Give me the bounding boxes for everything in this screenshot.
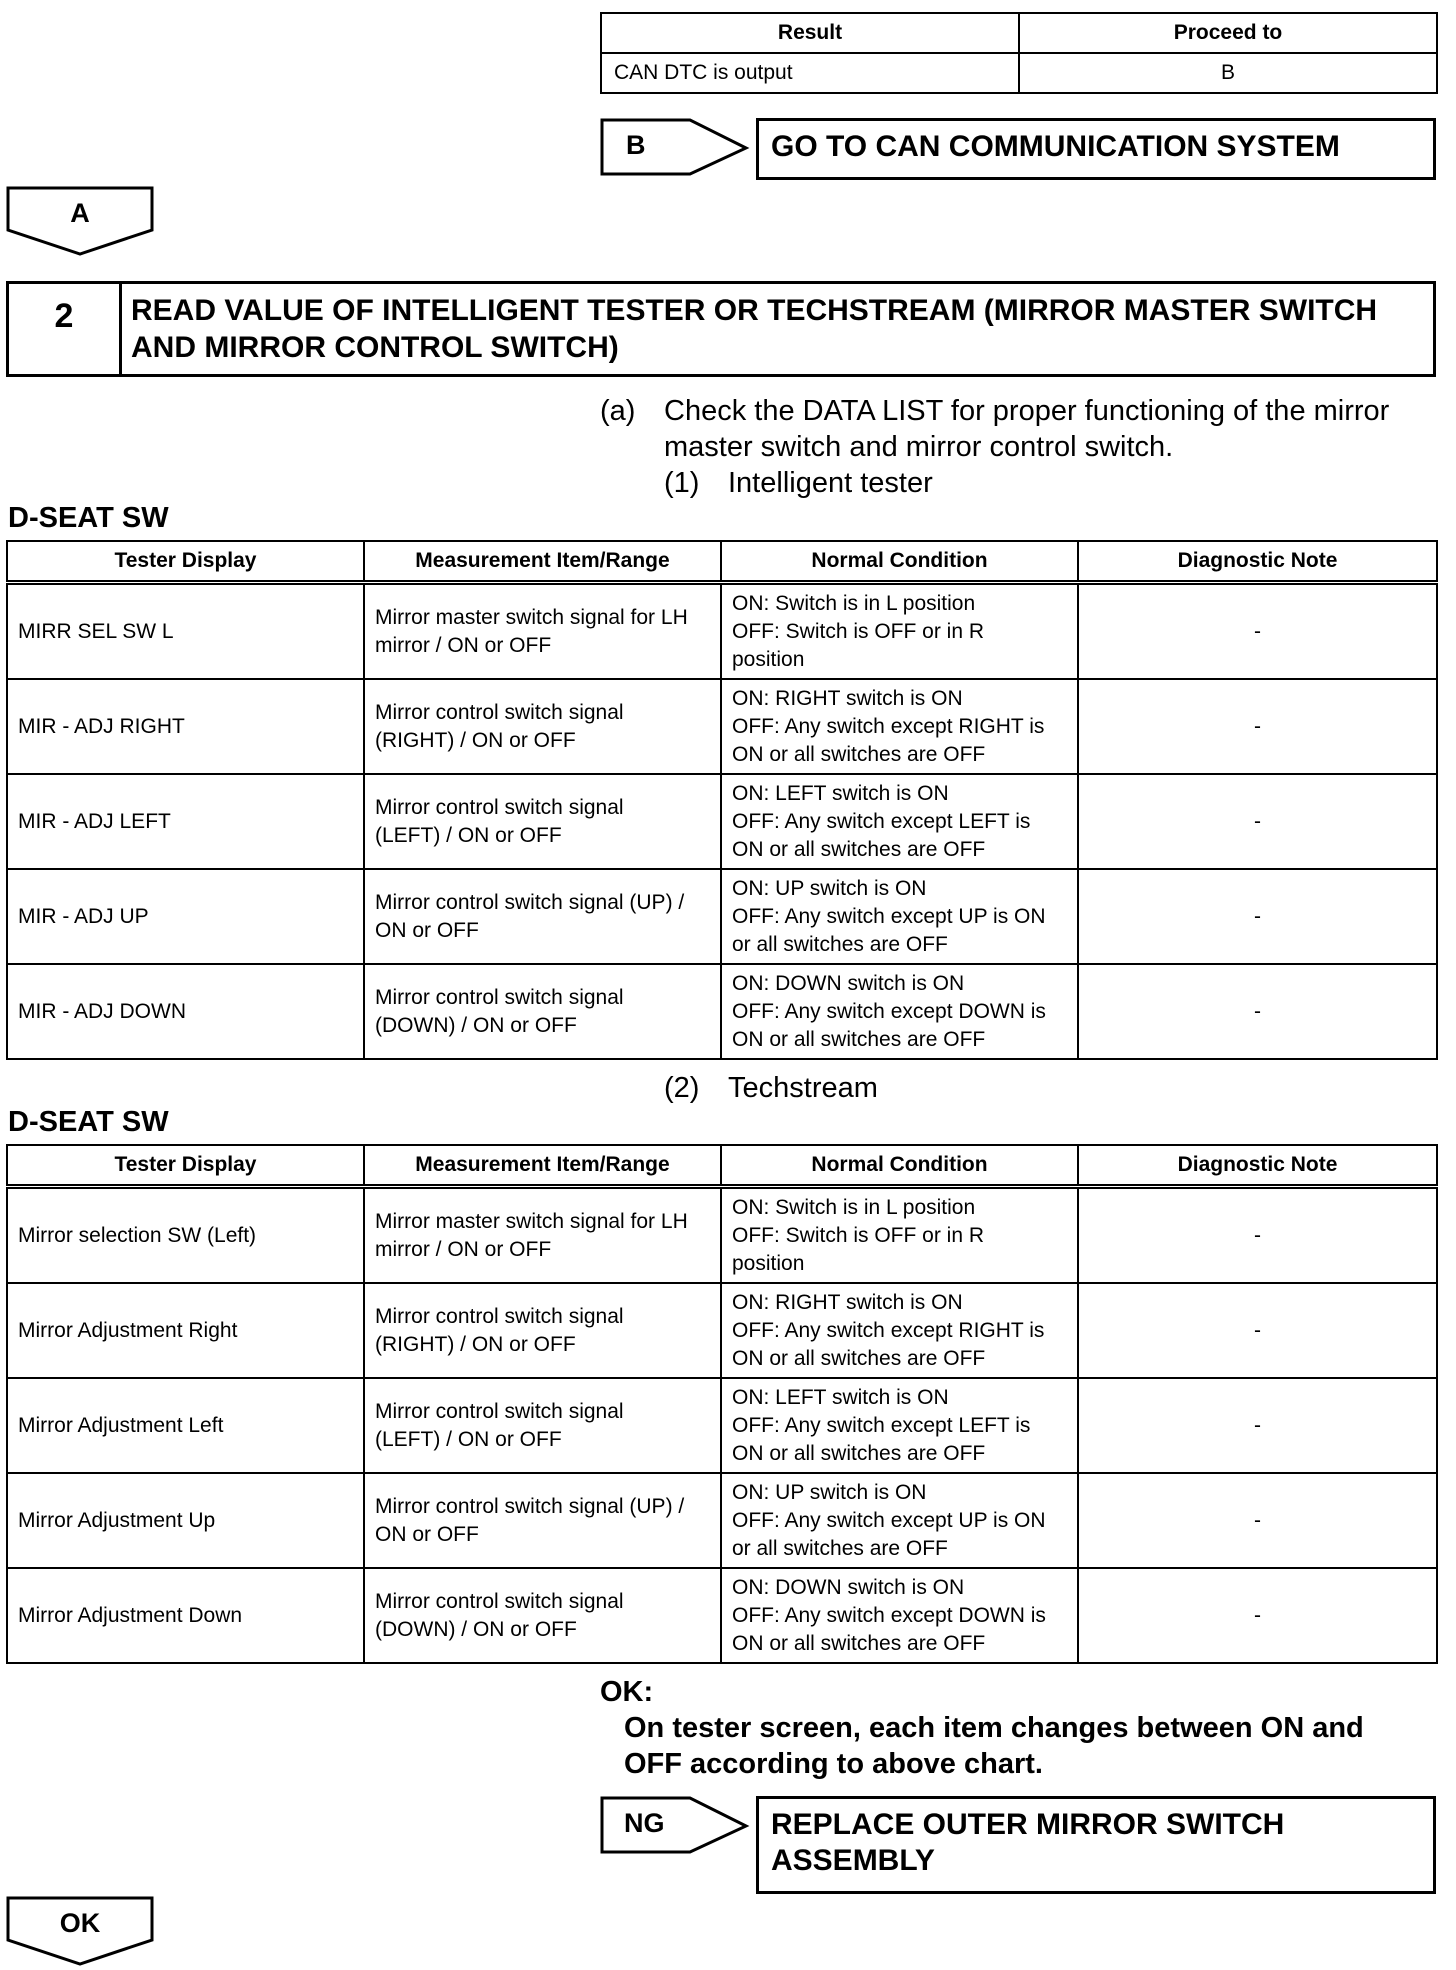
branch-a-tag[interactable]	[6, 186, 156, 258]
measurement-item-line: mirror / ON or OFF	[375, 633, 552, 657]
branch-a-label: A	[70, 198, 90, 228]
normal-condition-line: ON: UP switch is ON	[732, 1480, 927, 1504]
diagnostic-note-cell: -	[1078, 1283, 1437, 1378]
measurement-item-line: Mirror control switch signal	[375, 795, 624, 819]
right-arrow-tag-icon	[600, 118, 750, 178]
measurement-item-line: (DOWN) / ON or OFF	[375, 1617, 577, 1641]
measurement-item-cell	[364, 1187, 721, 1284]
sub1-text: Intelligent tester	[728, 467, 933, 499]
proceed-header-cell: Proceed to	[1019, 13, 1437, 53]
normal-condition-line: ON: Switch is in L position	[732, 591, 976, 615]
tester-display-cell: Mirror Adjustment Right	[7, 1283, 364, 1378]
sub2-marker: (2)	[664, 1072, 700, 1104]
normal-condition-line: OFF: Any switch except LEFT is	[732, 809, 1031, 833]
measurement-item-line: Mirror control switch signal	[375, 985, 624, 1009]
normal-condition-line: ON: UP switch is ON	[732, 876, 927, 900]
normal-condition-line: ON: LEFT switch is ON	[732, 781, 949, 805]
step-title	[131, 292, 1421, 366]
right-arrow-tag-icon	[600, 1796, 750, 1856]
normal-condition-line: OFF: Any switch except DOWN is	[732, 1603, 1046, 1627]
measurement-item-line: Mirror control switch signal (UP) /	[375, 1494, 685, 1518]
normal-condition-cell	[721, 583, 1078, 680]
instruction-line: master switch and mirror control switch.	[664, 431, 1174, 463]
tester-display-cell: Mirror Adjustment Up	[7, 1473, 364, 1568]
normal-condition-line: ON or all switches are OFF	[732, 1346, 986, 1370]
diagnostic-note-cell: -	[1078, 1187, 1437, 1284]
diagnostic-note-cell: -	[1078, 679, 1437, 774]
instruction-line: Check the DATA LIST for proper functioning of the mirror	[664, 395, 1390, 427]
ok-criteria-line: On tester screen, each item changes between ON and	[624, 1712, 1364, 1744]
measurement-item-cell	[364, 1473, 721, 1568]
normal-condition-line: OFF: Any switch except UP is ON	[732, 1508, 1046, 1532]
measurement-item-line: (DOWN) / ON or OFF	[375, 1013, 577, 1037]
measurement-item-line: Mirror control switch signal	[375, 1589, 624, 1613]
normal-condition-cell	[721, 964, 1078, 1059]
diagnostic-note-cell: -	[1078, 1568, 1437, 1663]
header-diagnostic-note: Diagnostic Note	[1078, 541, 1437, 583]
normal-condition-line: ON or all switches are OFF	[732, 837, 986, 861]
measurement-item-cell	[364, 1283, 721, 1378]
measurement-item-cell	[364, 1378, 721, 1473]
measurement-item-cell	[364, 774, 721, 869]
measurement-item-cell	[364, 964, 721, 1059]
normal-condition-cell	[721, 679, 1078, 774]
header-normal-condition: Normal Condition	[721, 541, 1078, 583]
normal-condition-line: ON or all switches are OFF	[732, 1441, 986, 1465]
normal-condition-line: ON: DOWN switch is ON	[732, 1575, 965, 1599]
step-title-line: AND MIRROR CONTROL SWITCH)	[131, 331, 619, 364]
branch-b-label: B	[626, 130, 646, 160]
tester-display-cell: MIR - ADJ UP	[7, 869, 364, 964]
ok-criteria-line: OFF according to above chart.	[624, 1748, 1043, 1780]
normal-condition-line: ON: DOWN switch is ON	[732, 971, 965, 995]
branch-ok-label: OK	[59, 1908, 101, 1938]
result-table	[600, 12, 1438, 94]
header-measurement-item: Measurement Item/Range	[364, 1145, 721, 1187]
measurement-item-cell	[364, 1568, 721, 1663]
normal-condition-line: OFF: Switch is OFF or in R	[732, 1223, 985, 1247]
instruction-text	[664, 393, 1389, 465]
normal-condition-cell	[721, 774, 1078, 869]
measurement-item-line: ON or OFF	[375, 918, 479, 942]
replace-switch-line: REPLACE OUTER MIRROR SWITCH	[771, 1808, 1285, 1841]
diagnostic-note-cell: -	[1078, 774, 1437, 869]
branch-ng-label: NG	[624, 1808, 665, 1838]
table1-label: D-SEAT SW	[8, 502, 169, 534]
ok-criteria	[624, 1710, 1364, 1782]
step-header	[6, 281, 1436, 377]
replace-switch-box	[756, 1796, 1436, 1894]
table-header-row	[7, 541, 1437, 583]
header-normal-condition: Normal Condition	[721, 1145, 1078, 1187]
proceed-cell: B	[1019, 53, 1437, 93]
result-header-cell: Result	[601, 13, 1019, 53]
intelligent-tester-table	[6, 540, 1438, 1060]
normal-condition-cell	[721, 1473, 1078, 1568]
techstream-table	[6, 1144, 1438, 1664]
sub2-text: Techstream	[728, 1072, 878, 1104]
instruction-marker: (a)	[600, 395, 636, 427]
normal-condition-line: OFF: Switch is OFF or in R	[732, 619, 985, 643]
table-row	[7, 583, 1437, 680]
normal-condition-line: OFF: Any switch except DOWN is	[732, 999, 1046, 1023]
diagnostic-note-cell: -	[1078, 583, 1437, 680]
tester-display-cell: MIRR SEL SW L	[7, 583, 364, 680]
go-to-can-text: GO TO CAN COMMUNICATION SYSTEM	[771, 130, 1340, 163]
diagnostic-note-cell: -	[1078, 1378, 1437, 1473]
branch-b-tag[interactable]	[600, 118, 750, 178]
header-tester-display: Tester Display	[7, 1145, 364, 1187]
header-tester-display: Tester Display	[7, 541, 364, 583]
measurement-item-line: (RIGHT) / ON or OFF	[375, 728, 576, 752]
table-row	[7, 964, 1437, 1059]
measurement-item-line: mirror / ON or OFF	[375, 1237, 552, 1261]
normal-condition-cell	[721, 1187, 1078, 1284]
measurement-item-cell	[364, 679, 721, 774]
normal-condition-line: ON or all switches are OFF	[732, 1631, 986, 1655]
normal-condition-line: ON or all switches are OFF	[732, 742, 986, 766]
normal-condition-line: OFF: Any switch except RIGHT is	[732, 714, 1045, 738]
table-row	[7, 869, 1437, 964]
normal-condition-line: OFF: Any switch except LEFT is	[732, 1413, 1031, 1437]
measurement-item-line: Mirror control switch signal	[375, 700, 624, 724]
diagnostic-note-cell: -	[1078, 964, 1437, 1059]
measurement-item-line: Mirror control switch signal	[375, 1304, 624, 1328]
table-row	[7, 1568, 1437, 1663]
result-table-header	[601, 13, 1437, 53]
normal-condition-line: ON: RIGHT switch is ON	[732, 1290, 963, 1314]
normal-condition-line: ON or all switches are OFF	[732, 1027, 986, 1051]
tester-display-cell: Mirror selection SW (Left)	[7, 1187, 364, 1284]
ok-label: OK:	[600, 1676, 654, 1708]
result-cell: CAN DTC is output	[601, 53, 1019, 93]
header-measurement-item: Measurement Item/Range	[364, 541, 721, 583]
header-diagnostic-note: Diagnostic Note	[1078, 1145, 1437, 1187]
normal-condition-cell	[721, 1568, 1078, 1663]
measurement-item-line: Mirror control switch signal	[375, 1399, 624, 1423]
branch-ng-tag[interactable]	[600, 1796, 750, 1856]
table-row	[7, 774, 1437, 869]
table-row	[7, 1187, 1437, 1284]
normal-condition-line: position	[732, 647, 805, 671]
normal-condition-line: ON: RIGHT switch is ON	[732, 686, 963, 710]
tester-display-cell: MIR - ADJ DOWN	[7, 964, 364, 1059]
table-header-row	[7, 1145, 1437, 1187]
measurement-item-line: ON or OFF	[375, 1522, 479, 1546]
normal-condition-line: ON: LEFT switch is ON	[732, 1385, 949, 1409]
step-number: 2	[9, 284, 122, 374]
tester-display-cell: MIR - ADJ LEFT	[7, 774, 364, 869]
sub1-marker: (1)	[664, 467, 700, 499]
normal-condition-line: or all switches are OFF	[732, 932, 948, 956]
normal-condition-line: or all switches are OFF	[732, 1536, 948, 1560]
branch-ok-tag[interactable]	[6, 1896, 156, 1968]
measurement-item-line: (LEFT) / ON or OFF	[375, 823, 562, 847]
table-row	[7, 679, 1437, 774]
result-table-row	[601, 53, 1437, 93]
table-row	[7, 1378, 1437, 1473]
normal-condition-cell	[721, 869, 1078, 964]
tester-display-cell: Mirror Adjustment Down	[7, 1568, 364, 1663]
measurement-item-cell	[364, 869, 721, 964]
measurement-item-cell	[364, 583, 721, 680]
normal-condition-line: OFF: Any switch except UP is ON	[732, 904, 1046, 928]
normal-condition-line: OFF: Any switch except RIGHT is	[732, 1318, 1045, 1342]
measurement-item-line: (LEFT) / ON or OFF	[375, 1427, 562, 1451]
table-row	[7, 1473, 1437, 1568]
tester-display-cell: Mirror Adjustment Left	[7, 1378, 364, 1473]
measurement-item-line: (RIGHT) / ON or OFF	[375, 1332, 576, 1356]
normal-condition-cell	[721, 1283, 1078, 1378]
diagnostic-note-cell: -	[1078, 1473, 1437, 1568]
measurement-item-line: Mirror master switch signal for LH	[375, 605, 688, 629]
normal-condition-line: position	[732, 1251, 805, 1275]
step-title-line: READ VALUE OF INTELLIGENT TESTER OR TECHSTREAM (MIRROR MASTER SWITCH	[131, 294, 1378, 327]
measurement-item-line: Mirror master switch signal for LH	[375, 1209, 688, 1233]
go-to-can-box	[756, 118, 1436, 180]
table-row	[7, 1283, 1437, 1378]
measurement-item-line: Mirror control switch signal (UP) /	[375, 890, 685, 914]
normal-condition-cell	[721, 1378, 1078, 1473]
normal-condition-line: ON: Switch is in L position	[732, 1195, 976, 1219]
table2-label: D-SEAT SW	[8, 1106, 169, 1138]
replace-switch-line: ASSEMBLY	[771, 1844, 935, 1877]
diagnostic-note-cell: -	[1078, 869, 1437, 964]
tester-display-cell: MIR - ADJ RIGHT	[7, 679, 364, 774]
